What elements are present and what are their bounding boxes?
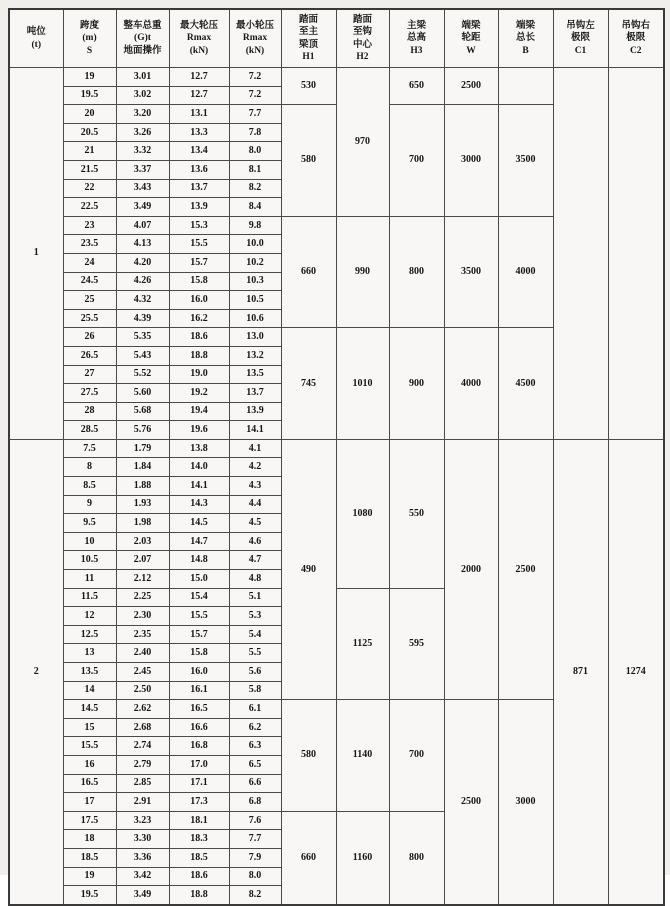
col-header-line: 端梁 bbox=[515, 20, 535, 31]
cell-span: 20.5 bbox=[63, 123, 116, 142]
cell-weight: 2.91 bbox=[116, 793, 169, 812]
cell-rmin: 13.5 bbox=[229, 365, 281, 384]
cell-span: 10 bbox=[63, 532, 116, 551]
cell-rmax: 15.8 bbox=[169, 272, 229, 291]
cell-rmin: 10.0 bbox=[229, 235, 281, 254]
cell-rmax: 14.3 bbox=[169, 495, 229, 514]
col-header-line: 至主 bbox=[298, 27, 318, 38]
col-header-line: 吊钩右 bbox=[621, 20, 650, 31]
col-header-c1 bbox=[553, 9, 608, 68]
cell-rmin: 6.3 bbox=[229, 737, 281, 756]
cell-weight: 3.26 bbox=[116, 123, 169, 142]
cell-b: 2500 bbox=[498, 439, 553, 699]
cell-rmax: 15.8 bbox=[169, 644, 229, 663]
cell-rmax: 15.7 bbox=[169, 253, 229, 272]
cell-rmin: 7.2 bbox=[229, 86, 281, 105]
cell-rmax: 12.7 bbox=[169, 68, 229, 87]
cell-span: 20 bbox=[63, 105, 116, 124]
cell-span: 12.5 bbox=[63, 625, 116, 644]
cell-weight: 2.74 bbox=[116, 737, 169, 756]
cell-span: 13 bbox=[63, 644, 116, 663]
col-header-line: 整车总重 bbox=[123, 20, 162, 31]
cell-weight: 2.25 bbox=[116, 588, 169, 607]
col-header-w bbox=[444, 9, 498, 68]
col-header-line: 至钩 bbox=[352, 27, 372, 38]
col-header-line: 跨度 bbox=[79, 20, 99, 31]
crane-spec-table bbox=[8, 8, 665, 906]
cell-rmax: 13.3 bbox=[169, 123, 229, 142]
table-row bbox=[9, 68, 664, 87]
cell-rmax: 13.7 bbox=[169, 179, 229, 198]
col-header-line: 总长 bbox=[515, 33, 535, 44]
table-row bbox=[9, 439, 664, 458]
cell-h2: 990 bbox=[336, 216, 389, 328]
cell-weight: 3.43 bbox=[116, 179, 169, 198]
cell-rmax: 15.0 bbox=[169, 570, 229, 589]
col-header-rmin bbox=[229, 9, 281, 68]
cell-rmin: 7.7 bbox=[229, 105, 281, 124]
cell-span: 10.5 bbox=[63, 551, 116, 570]
table-header bbox=[9, 9, 664, 68]
cell-rmin: 4.7 bbox=[229, 551, 281, 570]
cell-rmin: 10.6 bbox=[229, 309, 281, 328]
cell-span: 11.5 bbox=[63, 588, 116, 607]
cell-span: 9 bbox=[63, 495, 116, 514]
cell-span: 21 bbox=[63, 142, 116, 161]
cell-w: 2500 bbox=[444, 700, 498, 905]
cell-h1: 660 bbox=[281, 216, 336, 328]
cell-rmax: 17.1 bbox=[169, 774, 229, 793]
col-header-line: 最大轮压 bbox=[179, 20, 218, 31]
col-header-line: 踏面 bbox=[298, 14, 318, 25]
cell-rmax: 19.2 bbox=[169, 384, 229, 403]
cell-rmax: 18.6 bbox=[169, 867, 229, 886]
cell-rmax: 13.8 bbox=[169, 439, 229, 458]
cell-rmax: 18.6 bbox=[169, 328, 229, 347]
cell-span: 13.5 bbox=[63, 663, 116, 682]
cell-span: 8.5 bbox=[63, 477, 116, 496]
cell-b: 4500 bbox=[498, 328, 553, 440]
cell-rmin: 13.9 bbox=[229, 402, 281, 421]
cell-rmin: 7.2 bbox=[229, 68, 281, 87]
col-header-line: 端梁 bbox=[461, 20, 481, 31]
cell-rmin: 8.1 bbox=[229, 160, 281, 179]
col-header-weight bbox=[116, 9, 169, 68]
cell-weight: 5.76 bbox=[116, 421, 169, 440]
cell-w: 2000 bbox=[444, 439, 498, 699]
cell-h2: 1160 bbox=[336, 811, 389, 904]
cell-span: 19.5 bbox=[63, 886, 116, 905]
cell-b: 4000 bbox=[498, 216, 553, 328]
cell-span: 28.5 bbox=[63, 421, 116, 440]
cell-rmin: 6.1 bbox=[229, 700, 281, 719]
cell-w: 2500 bbox=[444, 68, 498, 105]
cell-rmax: 13.1 bbox=[169, 105, 229, 124]
cell-weight: 5.35 bbox=[116, 328, 169, 347]
cell-span: 19 bbox=[63, 68, 116, 87]
cell-h1: 745 bbox=[281, 328, 336, 440]
cell-weight: 5.60 bbox=[116, 384, 169, 403]
cell-span: 14 bbox=[63, 681, 116, 700]
cell-c2: 1274 bbox=[608, 439, 664, 904]
cell-tonnage: 1 bbox=[9, 68, 63, 440]
cell-weight: 2.12 bbox=[116, 570, 169, 589]
cell-rmax: 15.3 bbox=[169, 216, 229, 235]
cell-span: 17.5 bbox=[63, 811, 116, 830]
cell-rmax: 18.8 bbox=[169, 346, 229, 365]
cell-span: 25.5 bbox=[63, 309, 116, 328]
cell-weight: 1.79 bbox=[116, 439, 169, 458]
cell-weight: 4.26 bbox=[116, 272, 169, 291]
cell-weight: 4.39 bbox=[116, 309, 169, 328]
cell-rmax: 14.1 bbox=[169, 477, 229, 496]
cell-span: 15.5 bbox=[63, 737, 116, 756]
cell-rmax: 12.7 bbox=[169, 86, 229, 105]
cell-rmax: 18.1 bbox=[169, 811, 229, 830]
cell-weight: 3.20 bbox=[116, 105, 169, 124]
cell-weight: 3.42 bbox=[116, 867, 169, 886]
cell-rmax: 16.5 bbox=[169, 700, 229, 719]
cell-rmax: 18.3 bbox=[169, 830, 229, 849]
cell-tonnage: 2 bbox=[9, 439, 63, 904]
cell-weight: 1.93 bbox=[116, 495, 169, 514]
cell-span: 26 bbox=[63, 328, 116, 347]
col-header-line: 主梁 bbox=[406, 20, 426, 31]
cell-h3: 900 bbox=[389, 328, 444, 440]
col-header-line: W bbox=[466, 45, 476, 56]
cell-weight: 2.79 bbox=[116, 755, 169, 774]
cell-rmin: 5.1 bbox=[229, 588, 281, 607]
cell-span: 24.5 bbox=[63, 272, 116, 291]
cell-rmax: 16.8 bbox=[169, 737, 229, 756]
cell-rmin: 8.2 bbox=[229, 886, 281, 905]
cell-c2 bbox=[608, 68, 664, 440]
cell-rmin: 13.7 bbox=[229, 384, 281, 403]
cell-rmax: 17.0 bbox=[169, 755, 229, 774]
col-header-line: (m) bbox=[82, 33, 97, 44]
col-header-line: H2 bbox=[356, 51, 369, 62]
cell-w: 4000 bbox=[444, 328, 498, 440]
cell-rmax: 19.4 bbox=[169, 402, 229, 421]
cell-weight: 4.32 bbox=[116, 291, 169, 310]
cell-rmin: 7.8 bbox=[229, 123, 281, 142]
cell-span: 15 bbox=[63, 718, 116, 737]
cell-span: 25 bbox=[63, 291, 116, 310]
cell-rmax: 19.0 bbox=[169, 365, 229, 384]
cell-weight: 3.02 bbox=[116, 86, 169, 105]
cell-weight: 3.37 bbox=[116, 160, 169, 179]
cell-h1: 660 bbox=[281, 811, 336, 904]
cell-weight: 1.98 bbox=[116, 514, 169, 533]
cell-span: 17 bbox=[63, 793, 116, 812]
cell-h3: 550 bbox=[389, 439, 444, 588]
cell-c1 bbox=[553, 68, 608, 440]
cell-rmin: 4.3 bbox=[229, 477, 281, 496]
cell-span: 27.5 bbox=[63, 384, 116, 403]
table-body bbox=[9, 68, 664, 905]
cell-rmin: 10.3 bbox=[229, 272, 281, 291]
cell-weight: 3.49 bbox=[116, 886, 169, 905]
col-header-line: 极限 bbox=[626, 33, 646, 44]
cell-weight: 2.03 bbox=[116, 532, 169, 551]
cell-span: 26.5 bbox=[63, 346, 116, 365]
cell-span: 16.5 bbox=[63, 774, 116, 793]
col-header-h1 bbox=[281, 9, 336, 68]
cell-rmin: 4.1 bbox=[229, 439, 281, 458]
cell-rmax: 14.8 bbox=[169, 551, 229, 570]
cell-weight: 5.68 bbox=[116, 402, 169, 421]
cell-weight: 2.50 bbox=[116, 681, 169, 700]
col-header-line: 极限 bbox=[570, 33, 590, 44]
col-header-rmax bbox=[169, 9, 229, 68]
cell-h3: 800 bbox=[389, 811, 444, 904]
cell-rmax: 15.5 bbox=[169, 235, 229, 254]
cell-weight: 4.20 bbox=[116, 253, 169, 272]
cell-weight: 2.35 bbox=[116, 625, 169, 644]
cell-rmax: 16.6 bbox=[169, 718, 229, 737]
cell-rmin: 7.9 bbox=[229, 848, 281, 867]
cell-c1: 871 bbox=[553, 439, 608, 904]
cell-rmin: 8.0 bbox=[229, 142, 281, 161]
col-header-span bbox=[63, 9, 116, 68]
cell-rmin: 10.5 bbox=[229, 291, 281, 310]
cell-weight: 2.07 bbox=[116, 551, 169, 570]
col-header-h2 bbox=[336, 9, 389, 68]
cell-weight: 2.85 bbox=[116, 774, 169, 793]
cell-span: 28 bbox=[63, 402, 116, 421]
cell-rmin: 4.8 bbox=[229, 570, 281, 589]
cell-rmax: 15.4 bbox=[169, 588, 229, 607]
cell-rmin: 9.8 bbox=[229, 216, 281, 235]
col-header-line: B bbox=[522, 45, 529, 56]
cell-weight: 3.01 bbox=[116, 68, 169, 87]
col-header-line: H1 bbox=[302, 51, 315, 62]
cell-rmax: 19.6 bbox=[169, 421, 229, 440]
cell-weight: 2.30 bbox=[116, 607, 169, 626]
cell-weight: 4.07 bbox=[116, 216, 169, 235]
cell-rmax: 15.7 bbox=[169, 625, 229, 644]
cell-rmin: 14.1 bbox=[229, 421, 281, 440]
cell-h2: 970 bbox=[336, 68, 389, 217]
cell-h2: 1140 bbox=[336, 700, 389, 812]
cell-rmin: 6.8 bbox=[229, 793, 281, 812]
cell-span: 24 bbox=[63, 253, 116, 272]
cell-rmin: 4.5 bbox=[229, 514, 281, 533]
cell-span: 23 bbox=[63, 216, 116, 235]
cell-rmin: 8.4 bbox=[229, 198, 281, 217]
cell-rmin: 5.3 bbox=[229, 607, 281, 626]
col-header-line: (kN) bbox=[189, 45, 209, 56]
cell-span: 21.5 bbox=[63, 160, 116, 179]
cell-w: 3500 bbox=[444, 216, 498, 328]
cell-rmax: 16.0 bbox=[169, 291, 229, 310]
cell-h1: 490 bbox=[281, 439, 336, 699]
col-header-line: 吨位 bbox=[26, 27, 46, 38]
cell-rmin: 4.6 bbox=[229, 532, 281, 551]
col-header-line: 中心 bbox=[352, 39, 372, 50]
cell-span: 16 bbox=[63, 755, 116, 774]
cell-weight: 2.62 bbox=[116, 700, 169, 719]
cell-rmax: 13.6 bbox=[169, 160, 229, 179]
cell-rmin: 10.2 bbox=[229, 253, 281, 272]
cell-rmin: 4.4 bbox=[229, 495, 281, 514]
cell-rmax: 15.5 bbox=[169, 607, 229, 626]
cell-span: 8 bbox=[63, 458, 116, 477]
cell-rmax: 16.2 bbox=[169, 309, 229, 328]
col-header-line: (t) bbox=[31, 39, 41, 50]
cell-span: 11 bbox=[63, 570, 116, 589]
cell-h1: 580 bbox=[281, 105, 336, 217]
cell-span: 9.5 bbox=[63, 514, 116, 533]
cell-weight: 3.32 bbox=[116, 142, 169, 161]
cell-weight: 2.68 bbox=[116, 718, 169, 737]
cell-h3: 800 bbox=[389, 216, 444, 328]
cell-rmin: 7.7 bbox=[229, 830, 281, 849]
cell-rmax: 13.4 bbox=[169, 142, 229, 161]
cell-weight: 2.40 bbox=[116, 644, 169, 663]
cell-span: 7.5 bbox=[63, 439, 116, 458]
cell-rmin: 5.6 bbox=[229, 663, 281, 682]
col-header-line: (kN) bbox=[245, 45, 265, 56]
cell-h3: 700 bbox=[389, 105, 444, 217]
cell-span: 23.5 bbox=[63, 235, 116, 254]
col-header-line: 梁顶 bbox=[298, 39, 318, 50]
col-header-line: 踏面 bbox=[352, 14, 372, 25]
cell-weight: 1.84 bbox=[116, 458, 169, 477]
col-header-line: 总高 bbox=[406, 33, 426, 44]
cell-b: 3500 bbox=[498, 105, 553, 217]
col-header-h3 bbox=[389, 9, 444, 68]
cell-rmin: 7.6 bbox=[229, 811, 281, 830]
cell-span: 22.5 bbox=[63, 198, 116, 217]
cell-rmin: 13.0 bbox=[229, 328, 281, 347]
col-header-line: Rmax bbox=[242, 33, 268, 44]
cell-rmin: 6.6 bbox=[229, 774, 281, 793]
col-header-line: 最小轮压 bbox=[235, 20, 274, 31]
cell-span: 19.5 bbox=[63, 86, 116, 105]
cell-h1: 530 bbox=[281, 68, 336, 105]
cell-h3: 700 bbox=[389, 700, 444, 812]
col-header-tonnage bbox=[9, 9, 63, 68]
cell-span: 18 bbox=[63, 830, 116, 849]
cell-rmax: 13.9 bbox=[169, 198, 229, 217]
cell-rmin: 13.2 bbox=[229, 346, 281, 365]
header-row bbox=[9, 9, 664, 68]
cell-w: 3000 bbox=[444, 105, 498, 217]
cell-weight: 3.23 bbox=[116, 811, 169, 830]
cell-h3: 650 bbox=[389, 68, 444, 105]
col-header-line: 地面操作 bbox=[123, 45, 162, 56]
cell-span: 12 bbox=[63, 607, 116, 626]
cell-weight: 1.88 bbox=[116, 477, 169, 496]
cell-rmax: 14.5 bbox=[169, 514, 229, 533]
cell-h3: 595 bbox=[389, 588, 444, 700]
cell-rmax: 17.3 bbox=[169, 793, 229, 812]
col-header-line: C2 bbox=[629, 45, 642, 56]
cell-rmin: 4.2 bbox=[229, 458, 281, 477]
cell-span: 14.5 bbox=[63, 700, 116, 719]
cell-rmin: 6.5 bbox=[229, 755, 281, 774]
cell-rmax: 14.0 bbox=[169, 458, 229, 477]
cell-rmax: 18.5 bbox=[169, 848, 229, 867]
col-header-line: Rmax bbox=[186, 33, 212, 44]
col-header-line: 吊钩左 bbox=[566, 20, 595, 31]
col-header-line: H3 bbox=[410, 45, 423, 56]
cell-weight: 3.36 bbox=[116, 848, 169, 867]
cell-weight: 3.49 bbox=[116, 198, 169, 217]
cell-rmax: 16.1 bbox=[169, 681, 229, 700]
cell-rmin: 8.0 bbox=[229, 867, 281, 886]
cell-weight: 2.45 bbox=[116, 663, 169, 682]
cell-rmin: 8.2 bbox=[229, 179, 281, 198]
cell-h2: 1080 bbox=[336, 439, 389, 588]
cell-rmin: 5.8 bbox=[229, 681, 281, 700]
cell-weight: 4.13 bbox=[116, 235, 169, 254]
cell-span: 18.5 bbox=[63, 848, 116, 867]
col-header-line: S bbox=[86, 45, 93, 56]
col-header-c2 bbox=[608, 9, 664, 68]
cell-rmin: 6.2 bbox=[229, 718, 281, 737]
cell-h2: 1010 bbox=[336, 328, 389, 440]
cell-rmax: 18.8 bbox=[169, 886, 229, 905]
cell-rmax: 16.0 bbox=[169, 663, 229, 682]
col-header-line: C1 bbox=[574, 45, 587, 56]
cell-b bbox=[498, 68, 553, 105]
cell-weight: 3.30 bbox=[116, 830, 169, 849]
cell-weight: 5.52 bbox=[116, 365, 169, 384]
cell-rmin: 5.5 bbox=[229, 644, 281, 663]
cell-weight: 5.43 bbox=[116, 346, 169, 365]
cell-span: 22 bbox=[63, 179, 116, 198]
cell-span: 27 bbox=[63, 365, 116, 384]
cell-h1: 580 bbox=[281, 700, 336, 812]
cell-rmin: 5.4 bbox=[229, 625, 281, 644]
col-header-line: (G)t bbox=[134, 33, 151, 44]
cell-h2: 1125 bbox=[336, 588, 389, 700]
cell-rmax: 14.7 bbox=[169, 532, 229, 551]
cell-span: 19 bbox=[63, 867, 116, 886]
col-header-line: 轮距 bbox=[461, 33, 481, 44]
col-header-b bbox=[498, 9, 553, 68]
cell-b: 3000 bbox=[498, 700, 553, 905]
